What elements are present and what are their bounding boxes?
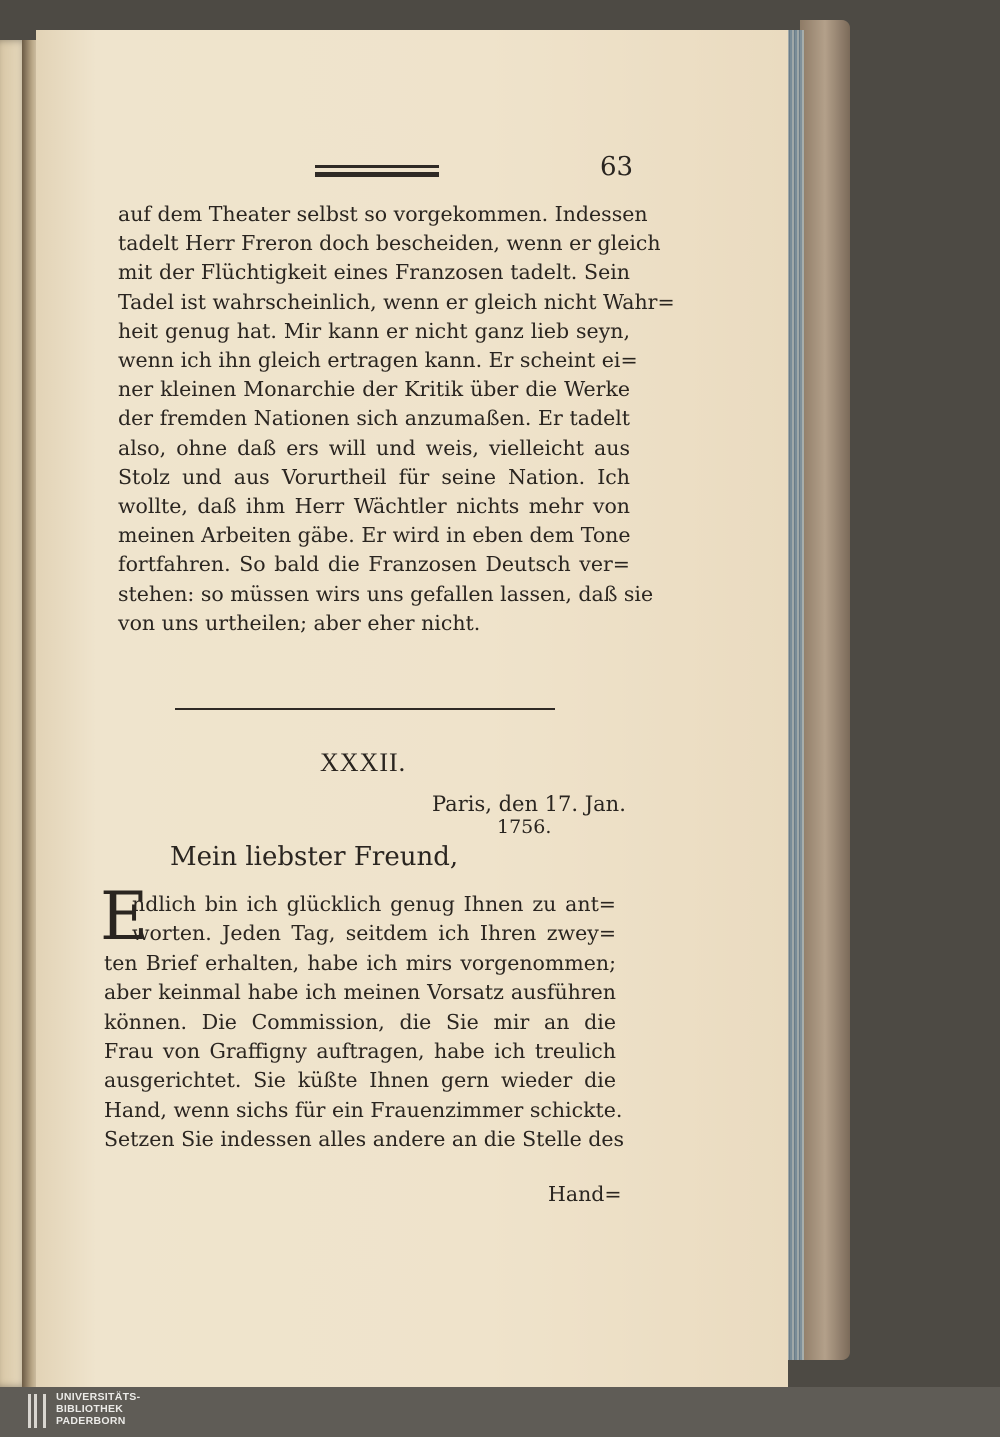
drop-cap: E <box>100 878 149 955</box>
text-line: Stolz und aus Vorurtheil für seine Nation. Ich <box>118 464 630 489</box>
logo-line: PADERBORN <box>56 1415 126 1427</box>
text-line: von uns urtheilen; aber eher nicht. <box>118 610 481 635</box>
catchword: Hand= <box>548 1182 622 1206</box>
text-line: Tadel ist wahrscheinlich, wenn er gleich nicht Wahr= <box>118 289 675 314</box>
text-line: auf dem Theater selbst so vorgekommen. Indessen <box>118 202 648 226</box>
text-line: also, ohne daß ers will und weis, vielleicht aus <box>118 435 630 460</box>
text-line: der fremden Nationen sich anzumaßen. Er tadelt <box>118 406 630 431</box>
text-line: Setzen Sie indessen alles andere an die Stelle des <box>104 1127 625 1152</box>
letter-text <box>104 890 625 1155</box>
section-heading: XXXII. <box>320 748 407 777</box>
text-line: wollte, daß ihm Herr Wächtler nichts mehr von <box>118 494 630 519</box>
text-line: meinen Arbeiten gäbe. Er wird in eben dem Tone <box>118 523 631 548</box>
text-line: mit der Flüchtigkeit eines Franzosen tadelt. Sein <box>118 260 630 285</box>
letter-date-place: Paris, den 17. Jan. <box>432 792 626 816</box>
text-line: fortfahren. So bald die Franzosen Deutsch ver= <box>118 552 630 577</box>
salutation: Mein liebster Freund, <box>170 842 459 872</box>
text-line: können. Die Commission, die Sie mir an die <box>104 1009 616 1034</box>
text-line: Hand, wenn sichs für ein Frauenzimmer schickte. <box>104 1097 623 1122</box>
page-number: 63 <box>600 152 634 182</box>
header-ornament-rule <box>315 165 439 177</box>
text-line: aber keinmal habe ich meinen Vorsatz ausführen <box>104 980 616 1005</box>
text-line: ten Brief erhalten, habe ich mirs vorgenommen; <box>104 950 616 975</box>
text-line: ndlich bin ich glücklich genug Ihnen zu ant= <box>132 892 616 916</box>
text-line: heit genug hat. Mir kann er nicht ganz lieb seyn, <box>118 318 630 343</box>
logo-line: BIBLIOTHEK <box>56 1403 124 1415</box>
body-text <box>118 200 675 638</box>
text-line: tadelt Herr Freron doch bescheiden, wenn er gleich <box>118 231 661 256</box>
section-divider <box>175 708 555 710</box>
text-line: stehen: so müssen wirs uns gefallen lassen, daß sie <box>118 581 654 606</box>
text-line: ausgerichtet. Sie küßte Ihnen gern wieder die <box>104 1068 616 1093</box>
text-line: ner kleinen Monarchie der Kritik über die Werke <box>118 377 630 402</box>
letter-date-year: 1756. <box>497 816 552 838</box>
text-line: worten. Jeden Tag, seitdem ich Ihren zwey= <box>132 921 616 946</box>
book-cover-edge <box>800 20 850 1360</box>
logo-line: UNIVERSITÄTS- <box>56 1391 141 1403</box>
text-line: Frau von Graffigny auftragen, habe ich treulich <box>104 1039 616 1064</box>
text-line: wenn ich ihn gleich ertragen kann. Er scheint ei= <box>118 348 638 373</box>
library-footer <box>0 1387 1000 1437</box>
library-logo-text <box>56 1391 140 1427</box>
library-logo-icon <box>28 1394 46 1428</box>
